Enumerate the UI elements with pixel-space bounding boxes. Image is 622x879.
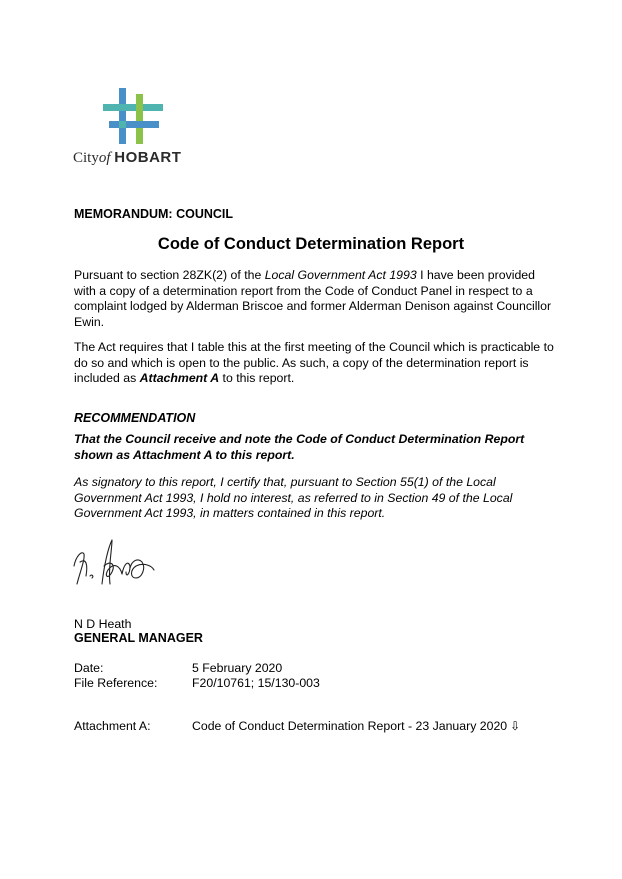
file-reference-row: [74, 676, 320, 690]
handwritten-signature: [68, 536, 160, 592]
signer-title: GENERAL MANAGER: [74, 631, 203, 645]
logo-city-prefix: City: [73, 150, 99, 166]
date-label: Date:: [74, 661, 104, 675]
logo-of: of: [98, 150, 111, 166]
attachment-title: Code of Conduct Determination Report - 23 January 2020: [192, 719, 508, 733]
act-reference: Local Government Act 1993: [264, 268, 417, 282]
city-of-hobart-logo: [103, 88, 163, 144]
recommendation-heading: RECOMMENDATION: [74, 411, 196, 425]
file-reference-label: File Reference:: [74, 676, 158, 690]
certification-statement: As signatory to this report, I certify that, pursuant to Section 55(1) of the Local Government Act 1993, I hold no interest, as referred to in Section 49 of the Local Government Act 1993, in matters contained in this report.: [74, 475, 513, 520]
recommendation-body: That the Council receive and note the Code of Conduct Determination Report shown as Attachment A to this report.: [74, 432, 525, 462]
signer-name: N D Heath: [74, 617, 132, 631]
attachment-label: Attachment A:: [74, 719, 151, 733]
memo-heading: MEMORANDUM: COUNCIL: [74, 207, 234, 221]
paragraph-table-report: The Act requires that I table this at the first meeting of the Council which is practicable to do so and which is open to the public. As such, a copy of the determination report is included as Attachment A to this report.: [74, 340, 554, 385]
logo-wordmark: [73, 149, 181, 167]
file-reference-value: F20/10761; 15/130-003: [192, 676, 320, 690]
date-row: [74, 661, 282, 675]
date-value: 5 February 2020: [192, 661, 283, 675]
document-title: Code of Conduct Determination Report: [157, 235, 465, 253]
attachment-reference: Attachment A: [139, 371, 220, 385]
logo-city-name: HOBART: [114, 149, 182, 166]
paragraph-section-28zk: Pursuant to section 28ZK(2) of the Local Government Act 1993 I have been provided with a copy of a determination report from the Code of Conduct Panel in respect to a complaint lodged by Alderman Briscoe and former Alderman Denison against Councillor Ewin.: [74, 268, 552, 329]
download-arrow-icon[interactable]: ⇩: [510, 719, 521, 733]
attachment-row: [74, 719, 520, 733]
